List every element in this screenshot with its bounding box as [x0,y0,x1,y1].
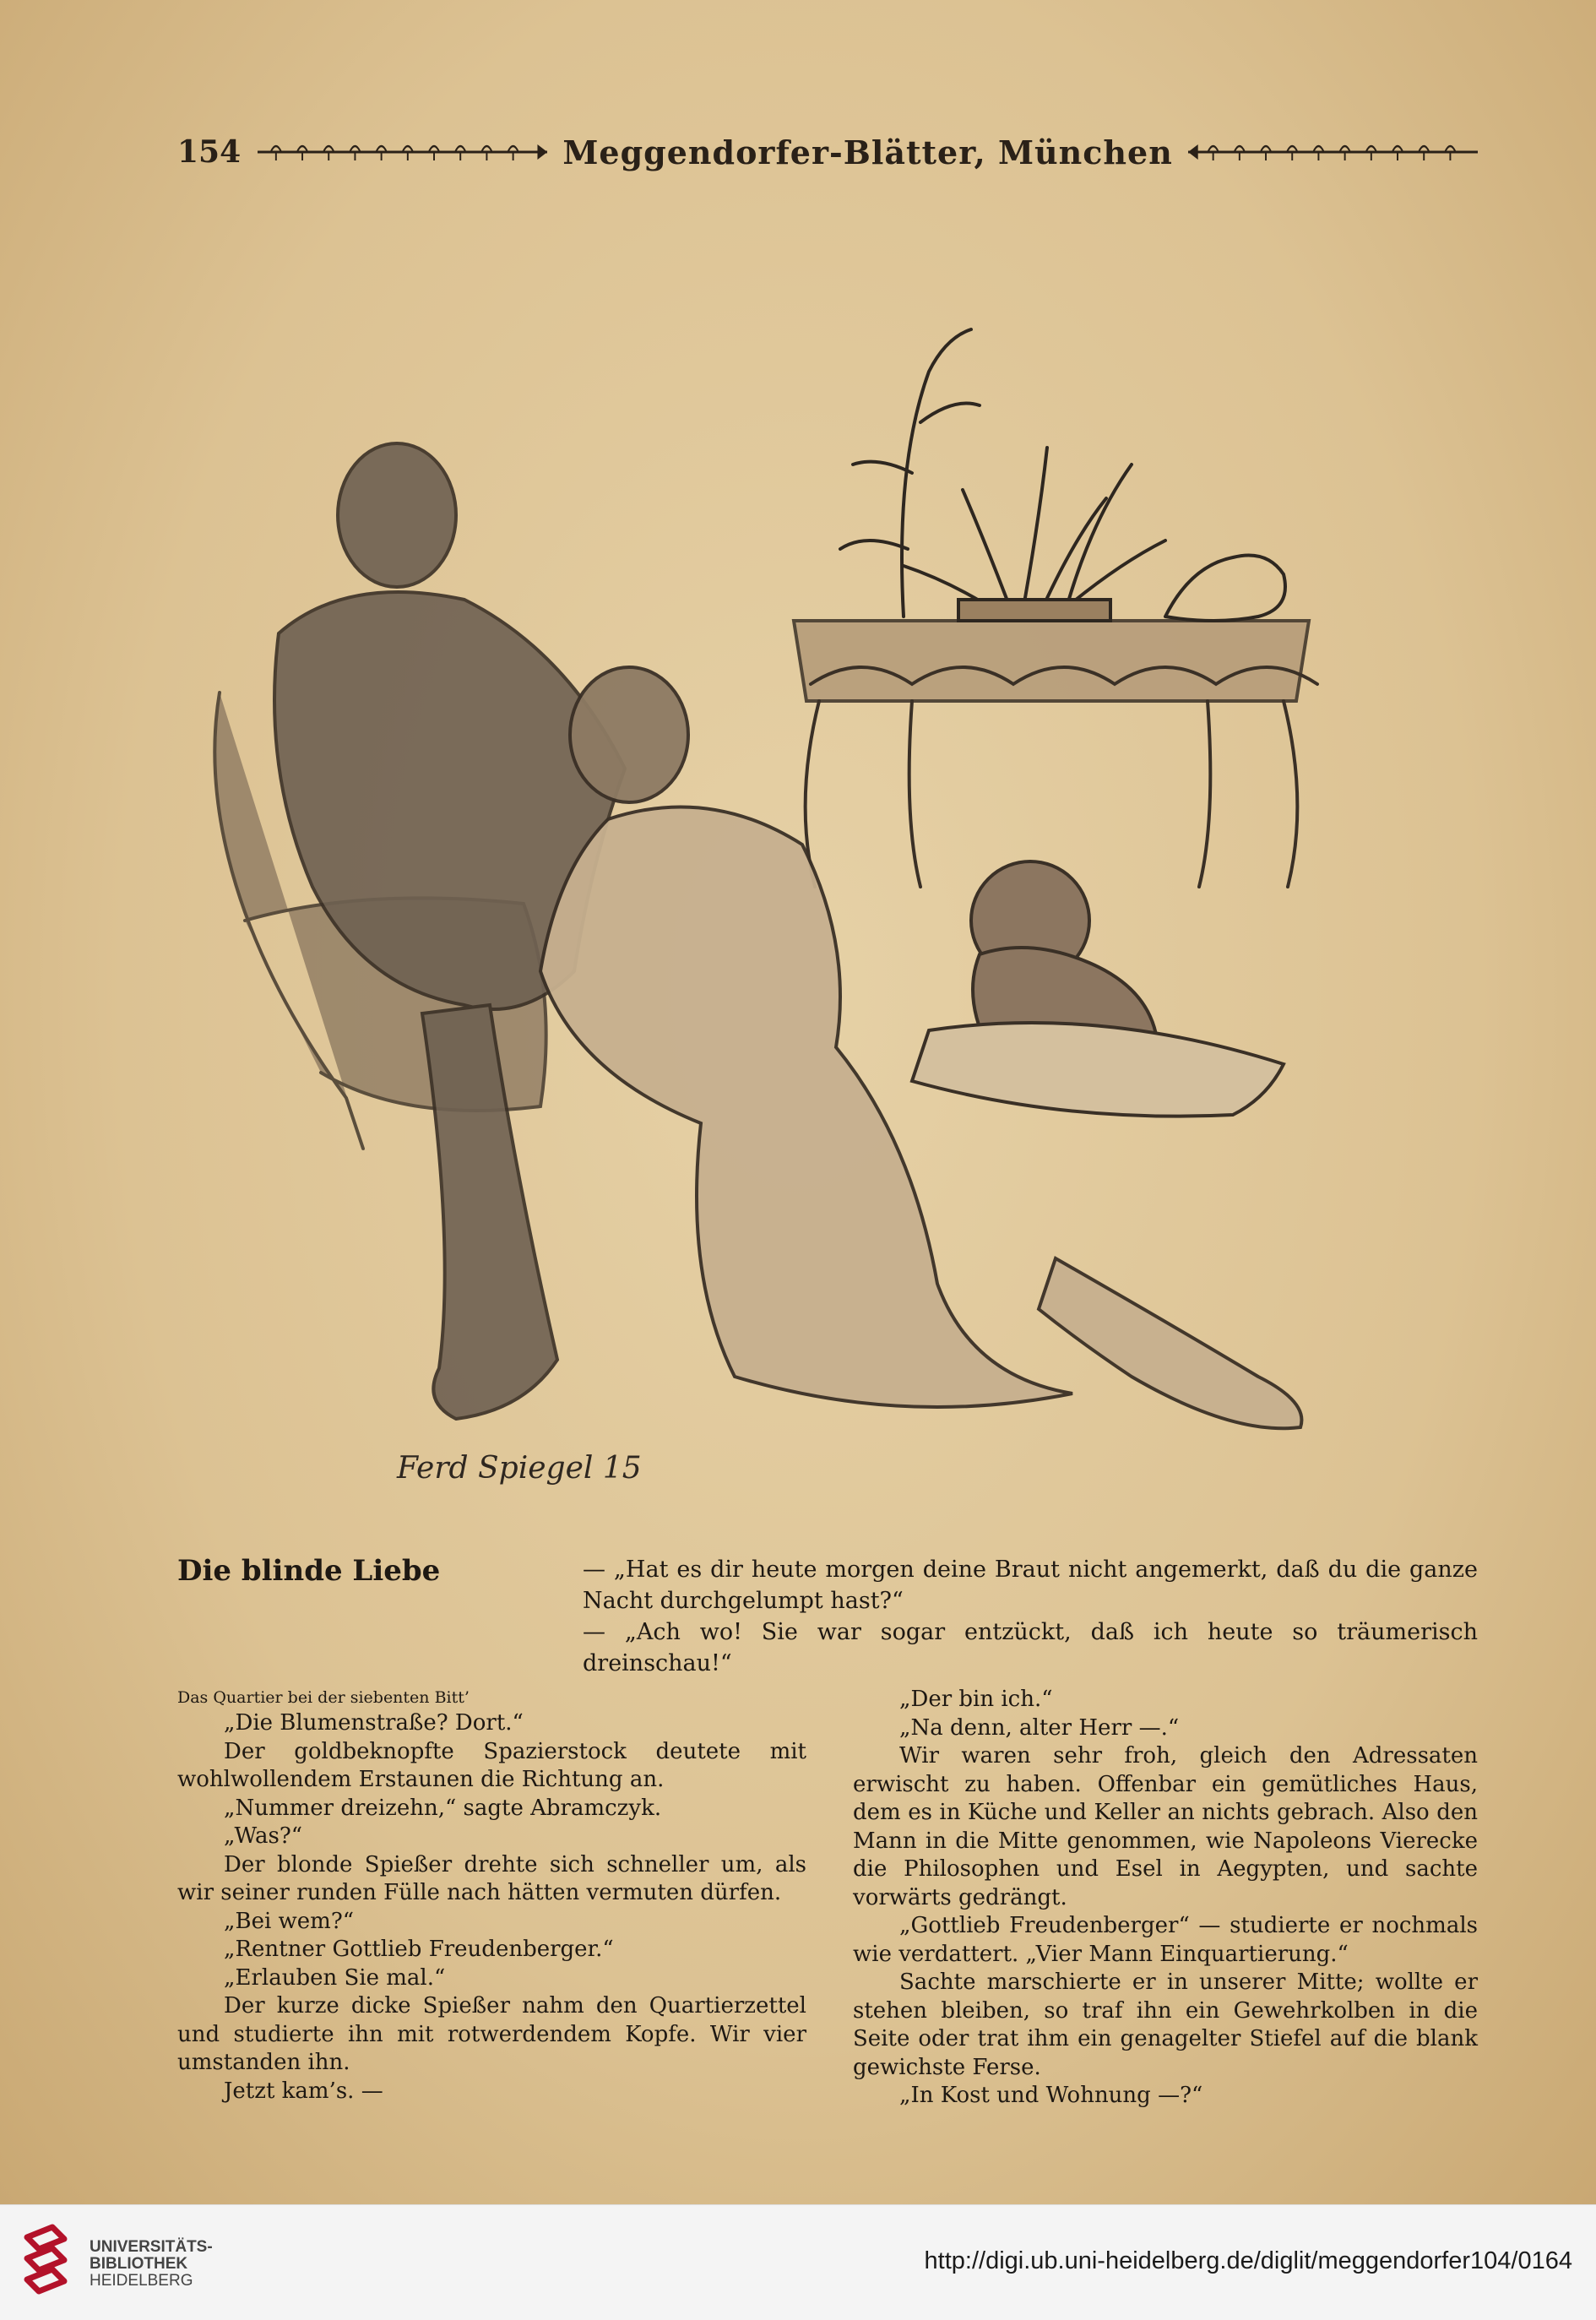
paragraph: Wir waren sehr froh, gleich den Adressaten erwischt zu haben. Offenbar ein gemütliches Haus, dem es in Küche und Keller an nichts gebrach. Also den Mann in die Mitte genommen, wie Napoleons Vierecke die Philosophen und Esel in Aegypten, und sachte vorwärts gedrängt. [853,1743,1478,1910]
library-logo-icon [19,2220,73,2305]
story-column-1 [177,1686,806,2105]
paragraph: „Die Blumenstraße? Dort.“ [224,1710,524,1736]
page-header [177,127,1478,177]
caption-line: — „Hat es dir heute morgen deine Braut nicht angemerkt, daß du die ganze Nacht durchgelumpt hast?“ [583,1557,1478,1614]
paragraph: Der blonde Spießer drehte sich schneller um, als wir seiner runden Fülle nach hätten vermuten dürfen. [177,1851,806,1905]
publication-title: Meggendorfer-Blätter, München [562,133,1173,171]
paragraph: „Der bin ich.“ [899,1687,1053,1712]
paragraph: „Bei wem?“ [224,1908,355,1934]
paragraph: „Nummer dreizehn,“ sagte Abramczyk. [224,1795,662,1821]
ornament-left [258,138,547,166]
story-column-2 [853,1686,1478,2111]
story-heading: Das Quartier bei der siebenten Bitt’ [177,1688,470,1707]
source-url-link[interactable]: http://digi.ub.uni-heidelberg.de/diglit/meggendorfer104/0164 [924,2247,1572,2274]
page-number: 154 [177,134,242,170]
illustration [169,194,1503,1529]
ornament-right [1188,138,1478,166]
caption-title: Die blinde Liebe [177,1554,441,1588]
paragraph: Der goldbeknopfte Spazierstock deutete mit wohlwollendem Erstaunen die Richtung an. [177,1738,806,1792]
paragraph: „Erlauben Sie mal.“ [224,1964,446,1991]
potted-plants [840,329,1285,621]
paragraph: „Rentner Gottlieb Freudenberger.“ [224,1937,614,1962]
paragraph: „Na denn, alter Herr —.“ [899,1714,1180,1741]
paragraph: „Gottlieb Freudenberger“ — studierte er nochmals wie verdattert. „Vier Mann Einquartierung.“ [853,1913,1478,1967]
library-name-line: HEIDELBERG [90,2272,193,2290]
library-name-line: UNIVERSITÄTS- [90,2238,213,2256]
paragraph: Jetzt kam’s. — [224,2078,383,2104]
library-name-line: BIBLIOTHEK [90,2255,188,2273]
paragraph: „In Kost und Wohnung —?“ [899,2083,1203,2108]
cushion [912,1023,1284,1117]
library-footer [0,2204,1596,2320]
artist-signature: Ferd Spiegel 15 [397,1451,642,1486]
paragraph: „Was?“ [224,1823,303,1849]
caption-line: — „Ach wo! Sie war sogar entzückt, daß ich heute so träumerisch dreinschau!“ [583,1619,1478,1676]
library-name [90,2239,213,2290]
paragraph: Sachte marschierte er in unserer Mitte; wollte er stehen bleiben, so traf ihn ein Gewehrkolben in die Seite oder trat ihm ein genagelter Stiefel auf die blank gewichste Ferse. [853,1970,1478,2080]
paragraph: Der kurze dicke Spießer nahm den Quartierzettel und studierte ihn mit rotwerdendem Kopfe. Wir vier umstanden ihn. [177,1993,806,2075]
caption-dialogue [583,1554,1478,1679]
plant-table [794,621,1309,701]
